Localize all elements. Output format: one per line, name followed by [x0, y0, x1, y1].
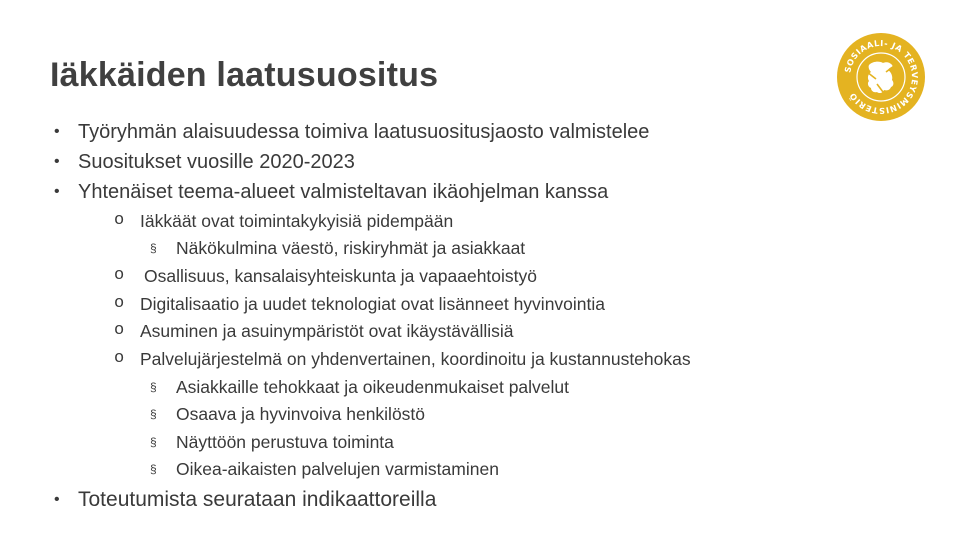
- bullet-dot: •: [54, 491, 60, 508]
- sub-sub-item-text: Oikea-aikaisten palvelujen varmistaminen: [176, 459, 499, 479]
- item-text: Yhtenäiset teema-alueet valmisteltavan ikäohjelman kanssa: [78, 181, 609, 203]
- bullet-section: §: [150, 241, 157, 255]
- bullet-section: §: [150, 462, 157, 476]
- bullet-dot: •: [54, 183, 60, 200]
- logo-ring-text: SOSIAALI- JA TERVEYSMINISTERIÖ: [842, 37, 921, 117]
- item-text: Suositukset vuosille 2020-2023: [78, 151, 355, 173]
- sub-sub-item-text: Asiakkaille tehokkaat ja oikeudenmukaiset palvelut: [176, 377, 570, 397]
- sub-item-text: Osallisuus, kansalaisyhteiskunta ja vapaaehtoistyö: [144, 266, 537, 286]
- bullet-section: §: [150, 380, 157, 394]
- bullet-circle: o: [114, 211, 125, 230]
- sub-sub-item-text: Osaava ja hyvinvoiva henkilöstö: [176, 404, 426, 424]
- bullet-dot: •: [54, 153, 60, 170]
- sub-item-text: Digitalisaatio ja uudet teknologiat ovat lisänneet hyvinvointia: [140, 294, 606, 314]
- slide-title: Iäkkäiden laatusuositus: [50, 56, 439, 94]
- sub-sub-item-text: Näyttöön perustuva toiminta: [176, 432, 394, 452]
- bullet-circle: o: [114, 349, 125, 368]
- bullet-section: §: [150, 407, 157, 421]
- sub-item-text: Iäkkäät ovat toimintakykyisiä pidempään: [140, 211, 454, 231]
- bullet-dot: •: [54, 123, 60, 140]
- bullet-section: §: [150, 435, 157, 449]
- sub-item-text: Palvelujärjestelmä on yhdenvertainen, koordinoitu ja kustannustehokas: [140, 349, 691, 369]
- bullet-circle: o: [114, 321, 125, 340]
- sub-sub-item-text: Näkökulmina väestö, riskiryhmät ja asiakkaat: [176, 238, 526, 258]
- sub-item-text: Asuminen ja asuinympäristöt ovat ikäystävällisiä: [140, 321, 514, 341]
- bullet-circle: o: [114, 294, 125, 313]
- bullet-circle: o: [114, 266, 125, 285]
- item-text: Työryhmän alaisuudessa toimiva laatusuositusjaosto valmistelee: [78, 121, 650, 143]
- ministry-logo: [836, 32, 926, 122]
- item-text: Toteutumista seurataan indikaattoreilla: [78, 488, 437, 511]
